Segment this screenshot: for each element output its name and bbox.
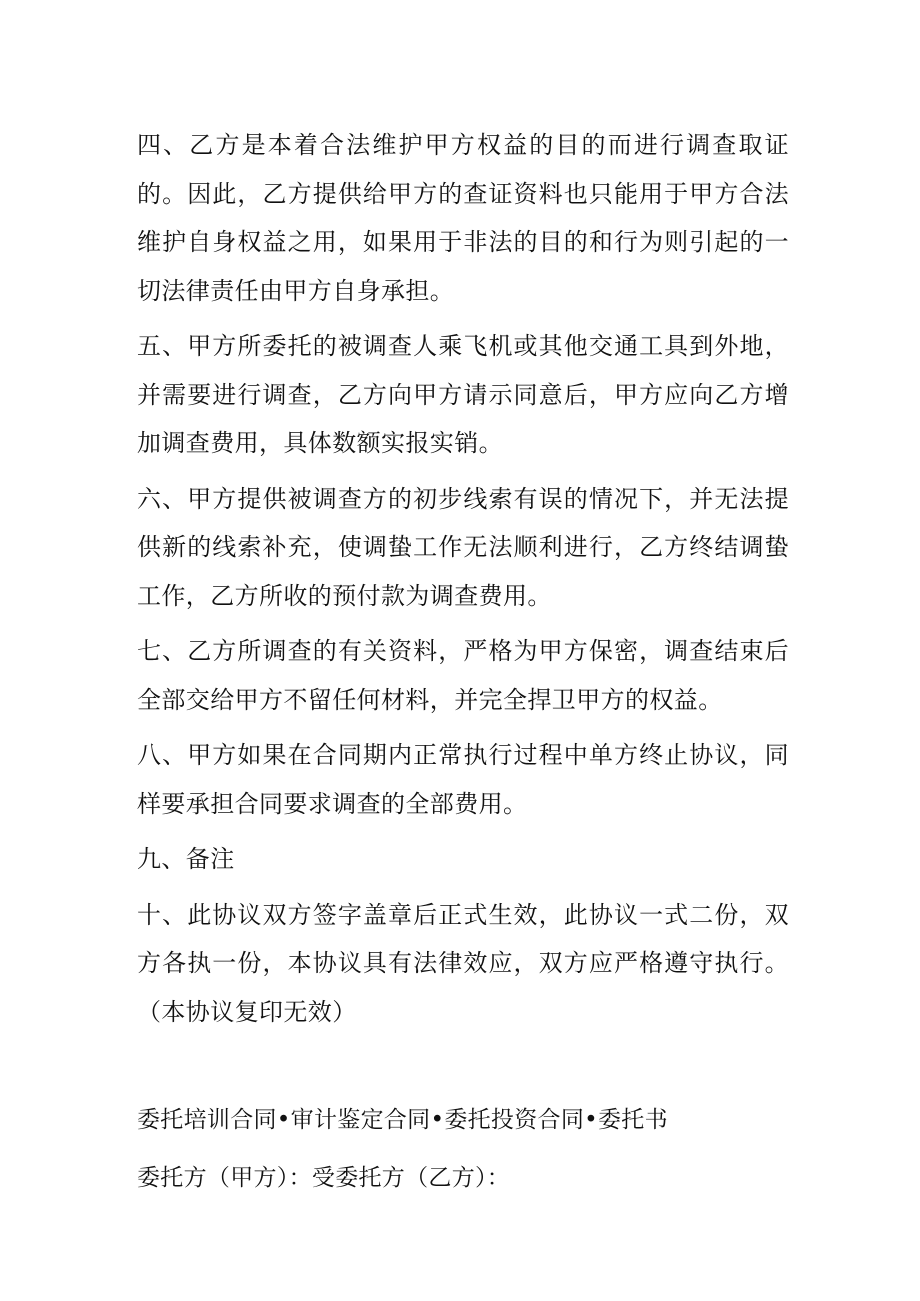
clause-five: 五、甲方所委托的被调查人乘飞机或其他交通工具到外地，并需要进行调查，乙方向甲方请示同意后，甲方应向乙方增加调查费用，具体数额实报实销。 bbox=[137, 332, 789, 457]
contract-page bbox=[137, 121, 789, 1214]
parties-line: 委托方（甲方）：受委托方（乙方）： bbox=[137, 1165, 511, 1191]
clause-nine: 九、备注 bbox=[137, 845, 235, 873]
related-titles: 委托培训合同•审计鉴定合同•委托投资合同•委托书 bbox=[137, 1107, 668, 1133]
clause-four: 四、乙方是本着合法维护甲方权益的目的而进行调查取证的。因此，乙方提供给甲方的查证资料也只能用于甲方合法维护自身权益之用，如果用于非法的目的和行为则引起的一切法律责任由甲方自身承担。 bbox=[137, 131, 789, 305]
clause-six: 六、甲方提供被调查方的初步线索有误的情况下，并无法提供新的线索补充，使调蛰工作无法顺利进行，乙方终结调蛰工作，乙方所收的预付款为调查费用。 bbox=[137, 484, 789, 610]
clause-seven: 七、乙方所调查的有关资料，严格为甲方保密，调查结束后全部交给甲方不留任何材料，并完全捍卫甲方的权益。 bbox=[137, 637, 789, 714]
section-gap bbox=[137, 1043, 789, 1098]
clause-eight: 八、甲方如果在合同期内正常执行过程中单方终止协议，同样要承担合同要求调查的全部费用。 bbox=[137, 741, 789, 818]
clause-ten: 十、此协议双方签字盖章后正式生效，此协议一式二份，双方各执一份，本协议具有法律效应，双方应严格遵守执行。（本协议复印无效） bbox=[137, 900, 789, 1026]
